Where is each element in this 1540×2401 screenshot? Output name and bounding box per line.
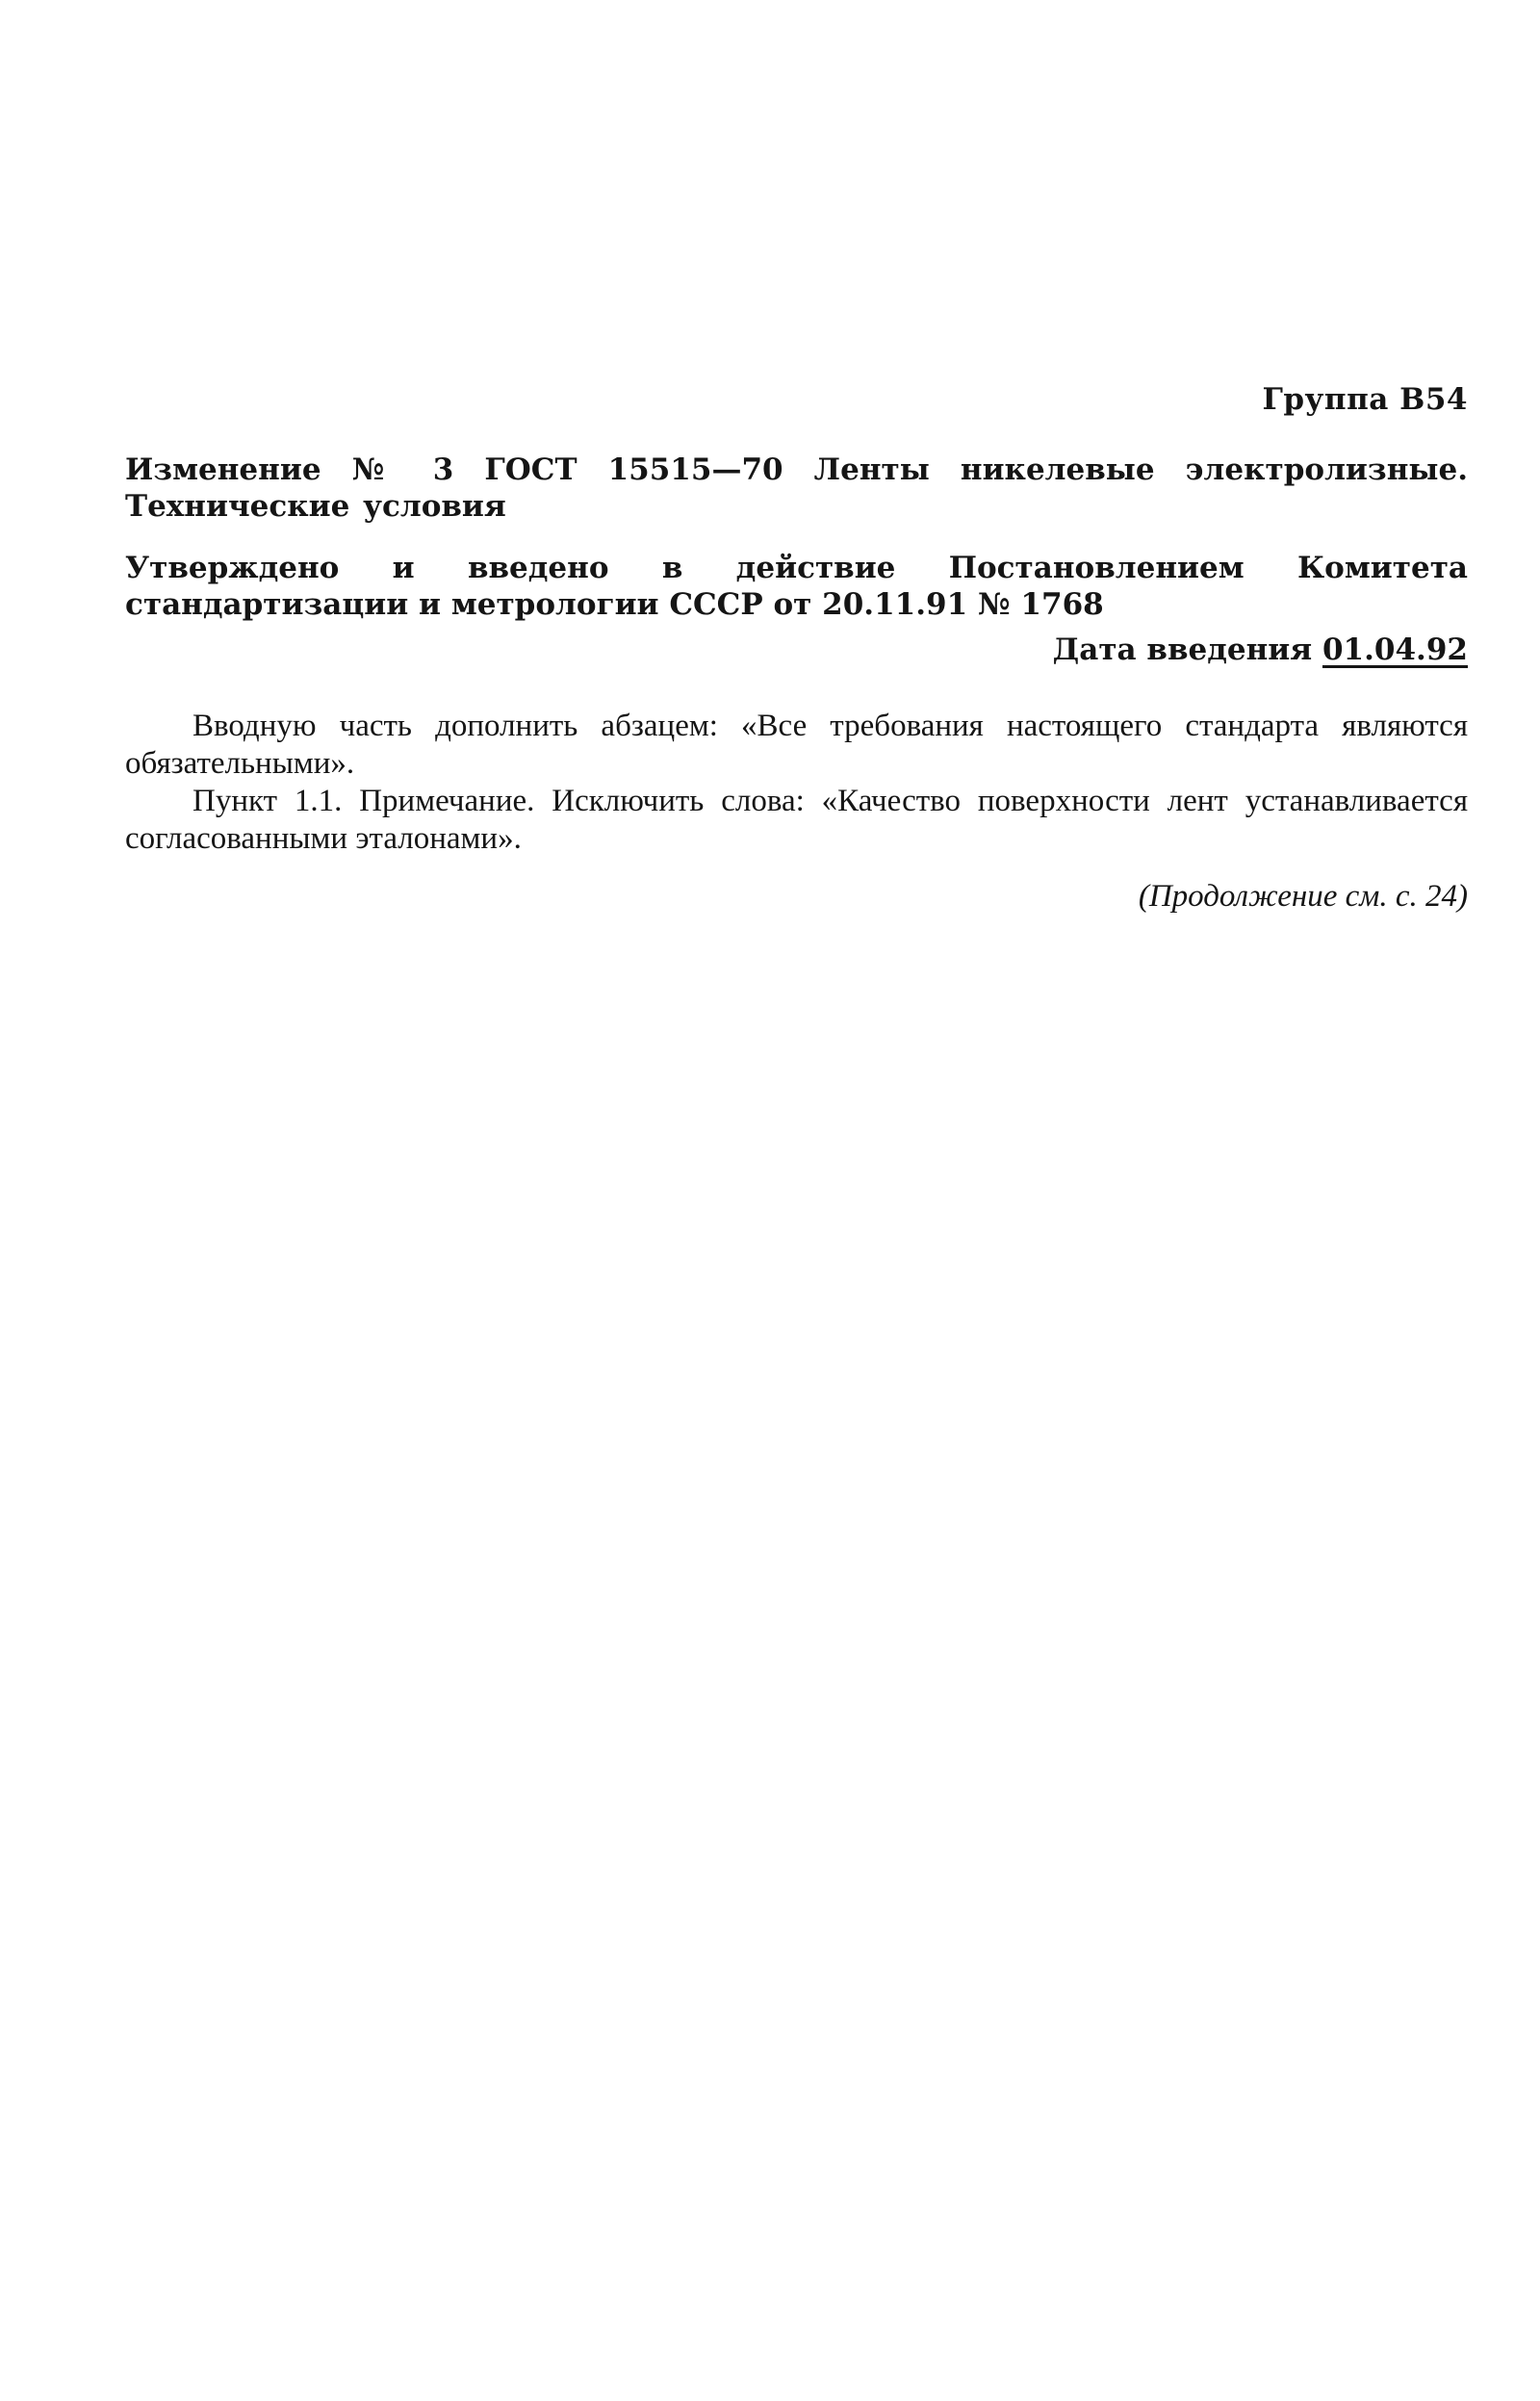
- approval-statement: Утверждено и введено в действие Постановлением Комитета стандартизации и метрологии СССР от 20.11.91 № 1768: [125, 551, 1468, 622]
- change-body: [125, 708, 1468, 858]
- paragraph-item-1-1: Пункт 1.1. Примечание. Исключить слова: «Качество поверхности лент устанавливается согласованными эталонами».: [125, 784, 1468, 856]
- effective-date-value: 01.04.92: [1322, 633, 1468, 667]
- change-heading: Изменение № 3 ГОСТ 15515—70 Ленты никелевые электролизные. Технические условия: [125, 452, 1468, 524]
- effective-date-label: Дата введения: [1052, 633, 1313, 667]
- effective-date: [125, 631, 1468, 669]
- document-page: [125, 380, 1468, 916]
- continuation-note: (Продолжение см. с. 24): [1138, 879, 1468, 914]
- paragraph-intro: Вводную часть дополнить абзацем: «Все требования настоящего стандарта являются обязательными».: [125, 709, 1468, 781]
- group-code: Группа В54: [1262, 382, 1468, 417]
